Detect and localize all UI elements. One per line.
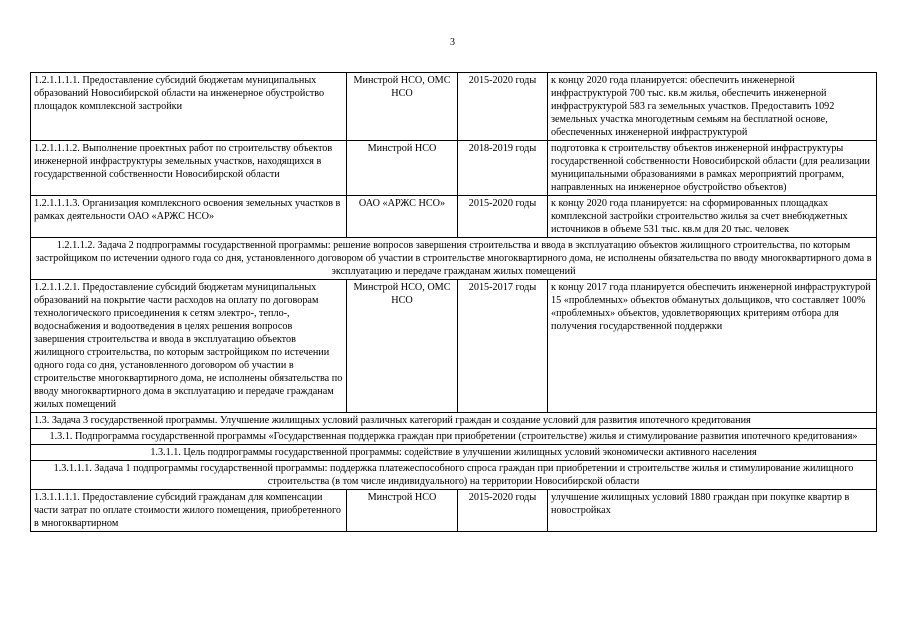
expected-result-cell: подготовка к строительству объектов инженерной инфраструктуры государственной собственности Новосибирской области (для реализации муниципальными образованиями в рамках мероприятий программ, направленных на инженерное обустройство объектов) [548, 141, 877, 196]
executor-cell: Минстрой НСО [347, 490, 458, 532]
section-row [31, 429, 877, 445]
period-cell: 2015-2020 годы [458, 490, 548, 532]
period-cell: 2015-2020 годы [458, 73, 548, 141]
measure-name-cell: 1.2.1.1.1.2. Выполнение проектных работ по строительству объектов инженерной инфраструктуры земельных участков, находящихся в государственной собственности Новосибирской области [31, 141, 347, 196]
section-row [31, 413, 877, 429]
section-row [31, 461, 877, 490]
section-heading: 1.3.1.1.1. Задача 1 подпрограммы государственной программы: поддержка платежеспособного спроса граждан при приобретении и строительстве жилья и стимулирование жилищного строительства (в том числе индивидуального) на территории Новосибирской области [31, 461, 877, 490]
executor-cell: Минстрой НСО, ОМС НСО [347, 73, 458, 141]
expected-result-cell: улучшение жилищных условий 1880 граждан при покупке квартир в новостройках [548, 490, 877, 532]
table-row [31, 141, 877, 196]
period-cell: 2018-2019 годы [458, 141, 548, 196]
expected-result-cell: к концу 2020 года планируется: на сформированных площадках комплексной застройки строительство жилья за счет внебюджетных источников в объеме 531 тыс. кв.м для 20 тыс. человек [548, 196, 877, 238]
period-cell: 2015-2017 годы [458, 280, 548, 413]
measure-name-cell: 1.3.1.1.1.1. Предоставление субсидий гражданам для компенсации части затрат по оплате стоимости жилого помещения, приобретенного в многоквартирном [31, 490, 347, 532]
section-heading: 1.3.1. Подпрограмма государственной программы «Государственная поддержка граждан при приобретении (строительстве) жилья и стимулирование развития ипотечного кредитования» [31, 429, 877, 445]
measures-table [30, 72, 877, 532]
expected-result-cell: к концу 2017 года планируется обеспечить инженерной инфраструктурой 15 «проблемных» объектов обманутых дольщиков, что составляет 100% «проблемных» объектов, удовлетворяющих критериям отбора для получения государственной поддержки [548, 280, 877, 413]
table-row [31, 196, 877, 238]
section-heading: 1.3.1.1. Цель подпрограммы государственной программы: содействие в улучшении жилищных условий экономически активного населения [31, 445, 877, 461]
page-number: 3 [450, 37, 455, 48]
section-heading: 1.3. Задача 3 государственной программы. Улучшение жилищных условий различных категорий граждан и создание условий для развития ипотечного кредитования [31, 413, 877, 429]
section-row [31, 445, 877, 461]
executor-cell: Минстрой НСО [347, 141, 458, 196]
section-heading: 1.2.1.1.2. Задача 2 подпрограммы государственной программы: решение вопросов завершения строительства и ввода в эксплуатацию объектов жилищного строительства, по которым застройщиком по истечении одного года со дня, установленного договором об участии в строительстве многоквартирного дома, не исполнены обязательства по вводу многоквартирного дома в эксплуатацию и передаче гражданам жилых помещений [31, 238, 877, 280]
table-row [31, 73, 877, 141]
measure-name-cell: 1.2.1.1.2.1. Предоставление субсидий бюджетам муниципальных образований на покрытие части расходов на оплату по договорам технологического присоединения к сетям электро-, тепло-, водоснабжения и водоотведения в целях решения вопросов завершения строительства и ввода в эксплуатацию объектов жилищного строительства, по которым застройщиком по истечении одного года со дня, установленного договором об участии в строительстве многоквартирного дома, не исполнены обязательства по вводу многоквартирного дома в эксплуатацию и передаче гражданам жилых помещений [31, 280, 347, 413]
table-row [31, 490, 877, 532]
expected-result-cell: к концу 2020 года планируется: обеспечить инженерной инфраструктурой 700 тыс. кв.м жилья, обеспечить инженерной инфраструктурой 583 га земельных участков. Предоставить 1092 земельных участка многодетным семьям на бесплатной основе, обеспеченных инженерной инфраструктурой [548, 73, 877, 141]
measure-name-cell: 1.2.1.1.1.3. Организация комплексного освоения земельных участков в рамках деятельности ОАО «АРЖС НСО» [31, 196, 347, 238]
period-cell: 2015-2020 годы [458, 196, 548, 238]
executor-cell: Минстрой НСО, ОМС НСО [347, 280, 458, 413]
executor-cell: ОАО «АРЖС НСО» [347, 196, 458, 238]
measure-name-cell: 1.2.1.1.1.1. Предоставление субсидий бюджетам муниципальных образований Новосибирской области на инженерное обустройство площадок комплексной застройки [31, 73, 347, 141]
table-row [31, 280, 877, 413]
section-row [31, 238, 877, 280]
